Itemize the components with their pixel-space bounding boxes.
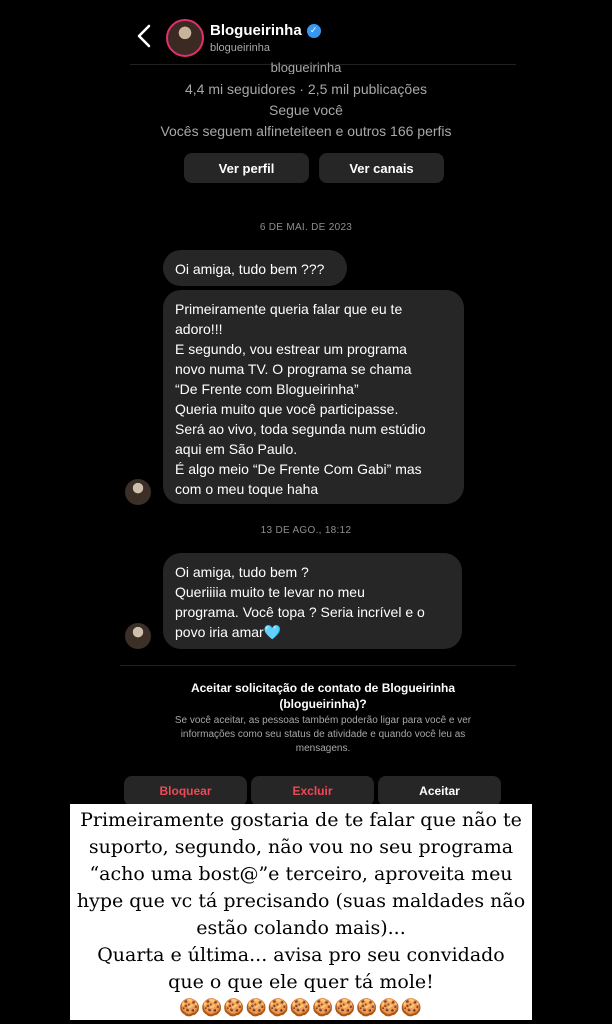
chat-header — [0, 0, 612, 62]
message-line: É algo meio “De Frente Com Gabi” mas — [175, 461, 422, 477]
request-title — [130, 680, 516, 712]
cookie-emojis: 🍪🍪🍪🍪🍪🍪🍪🍪🍪🍪🍪 — [179, 998, 423, 1018]
message-line: E segundo, vou estrear um programa — [175, 341, 407, 357]
message-line: Queriiiia muito te levar no meu — [175, 584, 365, 600]
block-button[interactable]: Bloquear — [124, 776, 247, 806]
request-text-line: mensagens. — [295, 743, 351, 754]
caption-line: Quarta e última... avisa pro seu convidado — [97, 944, 505, 966]
profile-actions — [184, 153, 444, 183]
profile-username-partial: blogueirinha — [270, 60, 342, 74]
message-line: Oi amiga, tudo bem ? — [175, 564, 309, 580]
message-line: aqui em São Paulo. — [175, 441, 298, 457]
caption-line: suporto, segundo, não vou no seu programa — [88, 836, 514, 858]
caption-overlay — [70, 804, 532, 1020]
caption-line: que o que ele quer tá mole! — [168, 971, 434, 993]
message-bubble[interactable] — [163, 290, 464, 504]
profile-avatar[interactable] — [166, 19, 204, 57]
delete-button[interactable]: Excluir — [251, 776, 374, 806]
request-text-line: informações como seu status de atividade e quando você leu as — [180, 729, 466, 740]
request-title-line: (blogueirinha)? — [279, 697, 367, 711]
message-line: programa. Você topa ? Seria incrível e o — [175, 604, 425, 620]
header-username: blogueirinha — [210, 42, 270, 54]
message-date: 13 DE AGO., 18:12 — [260, 525, 352, 536]
message-line: com o meu toque haha — [175, 481, 319, 497]
verified-badge-icon: ✓ — [307, 24, 321, 38]
view-channels-button[interactable]: Ver canais — [319, 153, 444, 183]
message-line: adoro!!! — [175, 321, 223, 337]
message-date: 6 DE MAI. DE 2023 — [259, 222, 353, 233]
request-description — [130, 714, 516, 756]
mutual-followers: Vocês seguem alfineteiteen e outros 166 perfis — [160, 123, 452, 139]
back-arrow-icon[interactable] — [134, 22, 154, 50]
message-line: novo numa TV. O programa se chama — [175, 361, 412, 377]
message-line: Queria muito que você participasse. — [175, 401, 399, 417]
caption-line: hype que vc tá precisando (suas maldades não — [76, 890, 526, 912]
message-line: “De Frente com Blogueirinha” — [175, 381, 359, 397]
message-bubble[interactable] — [163, 553, 462, 649]
sender-avatar[interactable] — [125, 623, 151, 649]
message-line: Primeiramente queria falar que eu te — [175, 301, 403, 317]
request-text-line: Se você aceitar, as pessoas também poderão ligar para você e ver — [174, 715, 472, 726]
caption-line: estão colando mais)... — [196, 917, 406, 939]
request-actions — [124, 776, 501, 806]
request-title-line: Aceitar solicitação de contato de Blogueirinha — [190, 681, 456, 695]
caption-line: “acho uma bost@”e terceiro, aproveita meu — [89, 863, 513, 885]
message-line: povo iria amar🩵 — [175, 624, 282, 640]
message-line: Será ao vivo, toda segunda num estúdio — [175, 421, 426, 437]
accept-button[interactable]: Aceitar — [378, 776, 501, 806]
profile-stats: 4,4 mi seguidores · 2,5 mil publicações — [184, 81, 427, 97]
message-bubble[interactable]: Oi amiga, tudo bem ??? — [163, 250, 347, 286]
display-name: Blogueirinha — [210, 22, 302, 39]
view-profile-button[interactable]: Ver perfil — [184, 153, 309, 183]
profile-name[interactable] — [210, 22, 321, 39]
caption-line: Primeiramente gostaria de te falar que não te — [80, 809, 522, 831]
sender-avatar[interactable] — [125, 479, 151, 505]
follows-you-label: Segue você — [269, 102, 343, 118]
request-divider — [120, 665, 516, 666]
